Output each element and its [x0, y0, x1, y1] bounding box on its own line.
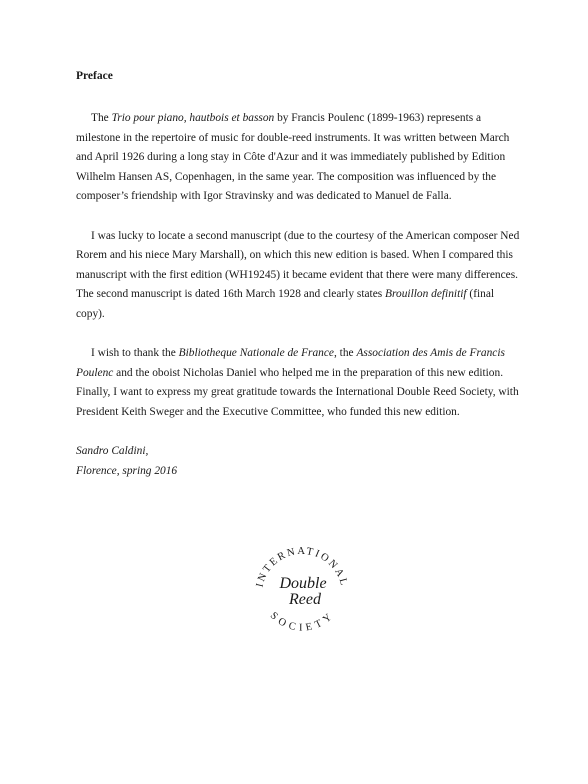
- logo-bottom-arc-text: [268, 610, 336, 633]
- paragraph-1: [76, 109, 522, 207]
- logo-reed-text: Reed: [289, 591, 321, 608]
- paragraph-2-run: I was lucky to locate a second manuscript (due to the courtesy of the American composer Ned Rorem and his niece Mary Marshall), on which this new edition is based. When I compared this manuscript with the first edition (WH19245) it became evident that there were many differences. The second manuscript is dated 16th March 1928 and clearly states: [76, 229, 520, 301]
- logo-double-text: Double: [279, 575, 327, 592]
- paragraph-1-run: by Francis Poulenc (1899-1963) represents a milestone in the repertoire of music for double-reed instruments. It was written between March and April 1926 during a long stay in Côte d'Azur and it was immediately published by Edition Wilhelm Hansen AS, Copenhagen, in the same year. The composition was influenced by the composer’s friendship with Igor Stravinsky and was dedicated to Manuel de Falla.: [76, 112, 510, 203]
- paragraph-2-run-italic: Brouillon definitif: [385, 288, 467, 301]
- paragraph-1-run: The: [91, 112, 112, 124]
- paragraph-3-run: I wish to thank the: [91, 347, 179, 360]
- signature-name: Sandro Caldini,: [76, 445, 149, 458]
- paragraph-1-run-italic: Trio pour piano, hautbois et basson: [111, 112, 275, 124]
- logo-bottom-arc: SOCIETY: [267, 610, 337, 634]
- preface-content: [76, 69, 522, 481]
- paragraph-2: [76, 227, 522, 325]
- paragraph-3-run-italic: Association des Amis de Francis Poulenc: [76, 347, 505, 379]
- preface-heading: Preface: [76, 70, 113, 82]
- signature: [76, 442, 522, 481]
- paragraph-3-run: , the: [333, 347, 357, 360]
- signature-place-date: Florence, spring 2016: [76, 464, 178, 477]
- paragraph-2-run: (final copy).: [76, 288, 495, 320]
- paragraph-3: [76, 344, 522, 422]
- paragraph-3-run-italic: Bibliotheque Nationale de France: [178, 347, 334, 360]
- idrs-logo: [250, 536, 354, 640]
- paragraph-3-run: and the oboist Nicholas Daniel who helped me in the preparation of this new edition. Finally, I want to express my great gratitude towards the International Double Reed Society, with President Keith Sweger and the Executive Committee, who funded this new edition.: [76, 366, 519, 418]
- logo-top-arc: INTERNATIONAL: [254, 545, 350, 589]
